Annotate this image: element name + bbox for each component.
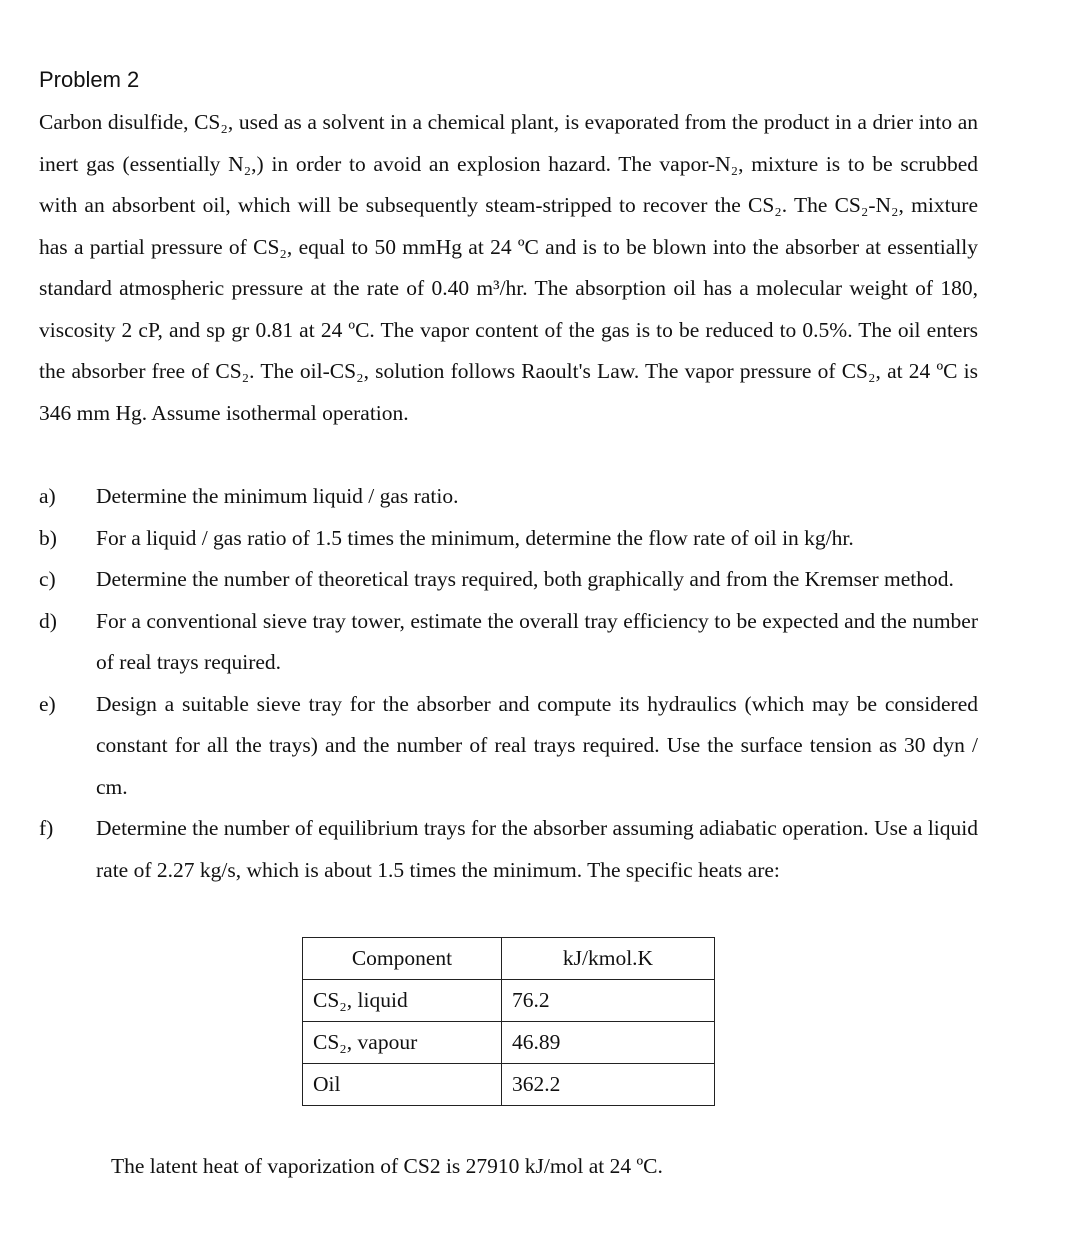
- specific-heats-table: [302, 937, 715, 1106]
- question-item-c: [39, 559, 978, 601]
- problem-statement: Carbon disulfide, CS₂, used as a solvent in a chemical plant, is evaporated from the product in a drier into an inert gas (essentially N₂,) in order to avoid an explosion hazard. The vapor-N₂, mixture is to be scrubbed with an absorbent oil, which will be subsequently steam-stripped to recover the CS₂. The CS₂-N₂, mixture has a partial pressure of CS₂, equal to 50 mmHg at 24 ºC and is to be blown into the absorber at essentially standard atmospheric pressure at the rate of 0.40 m³/hr. The absorption oil has a molecular weight of 180, viscosity 2 cP, and sp gr 0.81 at 24 ºC. The vapor content of the gas is to be reduced to 0.5%. The oil enters the absorber free of CS₂. The oil-CS₂, solution follows Raoult's Law. The vapor pressure of CS₂, at 24 ºC is 346 mm Hg. Assume isothermal operation.: [39, 110, 978, 425]
- table-header-component: Component: [303, 938, 502, 980]
- question-text: For a conventional sieve tray tower, estimate the overall tray efficiency to be expected and the number of real trays required.: [96, 608, 978, 674]
- question-marker: a): [39, 484, 56, 508]
- question-item-d: [39, 601, 978, 684]
- table-cell-component: Oil: [303, 1064, 502, 1106]
- table-cell-value: 362.2: [502, 1064, 715, 1106]
- question-item-e: [39, 684, 978, 809]
- question-text: Determine the number of theoretical trays required, both graphically and from the Kremser method.: [96, 567, 954, 591]
- problem-title: Problem 2: [39, 67, 140, 92]
- table-header-units: kJ/kmol.K: [502, 938, 715, 980]
- table-header-row: [303, 938, 715, 980]
- question-text: Design a suitable sieve tray for the absorber and compute its hydraulics (which may be considered constant for all the trays) and the number of real trays required. Use the surface tension as 30 dyn / cm.: [96, 691, 978, 799]
- question-marker: b): [39, 525, 57, 550]
- table-cell-value: 76.2: [502, 980, 715, 1022]
- table-cell-component: CS₂, vapour: [303, 1022, 502, 1064]
- question-marker: c): [39, 567, 56, 591]
- question-text: For a liquid / gas ratio of 1.5 times the minimum, determine the flow rate of oil in kg/hr.: [96, 525, 854, 550]
- table-row: [303, 1022, 715, 1064]
- question-marker: f): [39, 816, 54, 840]
- question-item-b: [39, 518, 978, 560]
- table-row: [303, 980, 715, 1022]
- question-marker: d): [39, 608, 57, 633]
- question-item-f: [39, 808, 978, 891]
- table-cell-value: 46.89: [502, 1022, 715, 1064]
- question-text: Determine the minimum liquid / gas ratio.: [96, 484, 459, 508]
- question-marker: e): [39, 691, 56, 716]
- table-cell-component: CS₂, liquid: [303, 980, 502, 1022]
- table-row: [303, 1064, 715, 1106]
- question-text: Determine the number of equilibrium trays for the absorber assuming adiabatic operation. Use a liquid rate of 2.27 kg/s, which is about 1.5 times the minimum. The specific heats are:: [96, 816, 978, 882]
- latent-heat-note: The latent heat of vaporization of CS2 is 27910 kJ/mol at 24 ºC.: [111, 1154, 663, 1178]
- question-list: [39, 476, 978, 891]
- question-item-a: [39, 476, 978, 518]
